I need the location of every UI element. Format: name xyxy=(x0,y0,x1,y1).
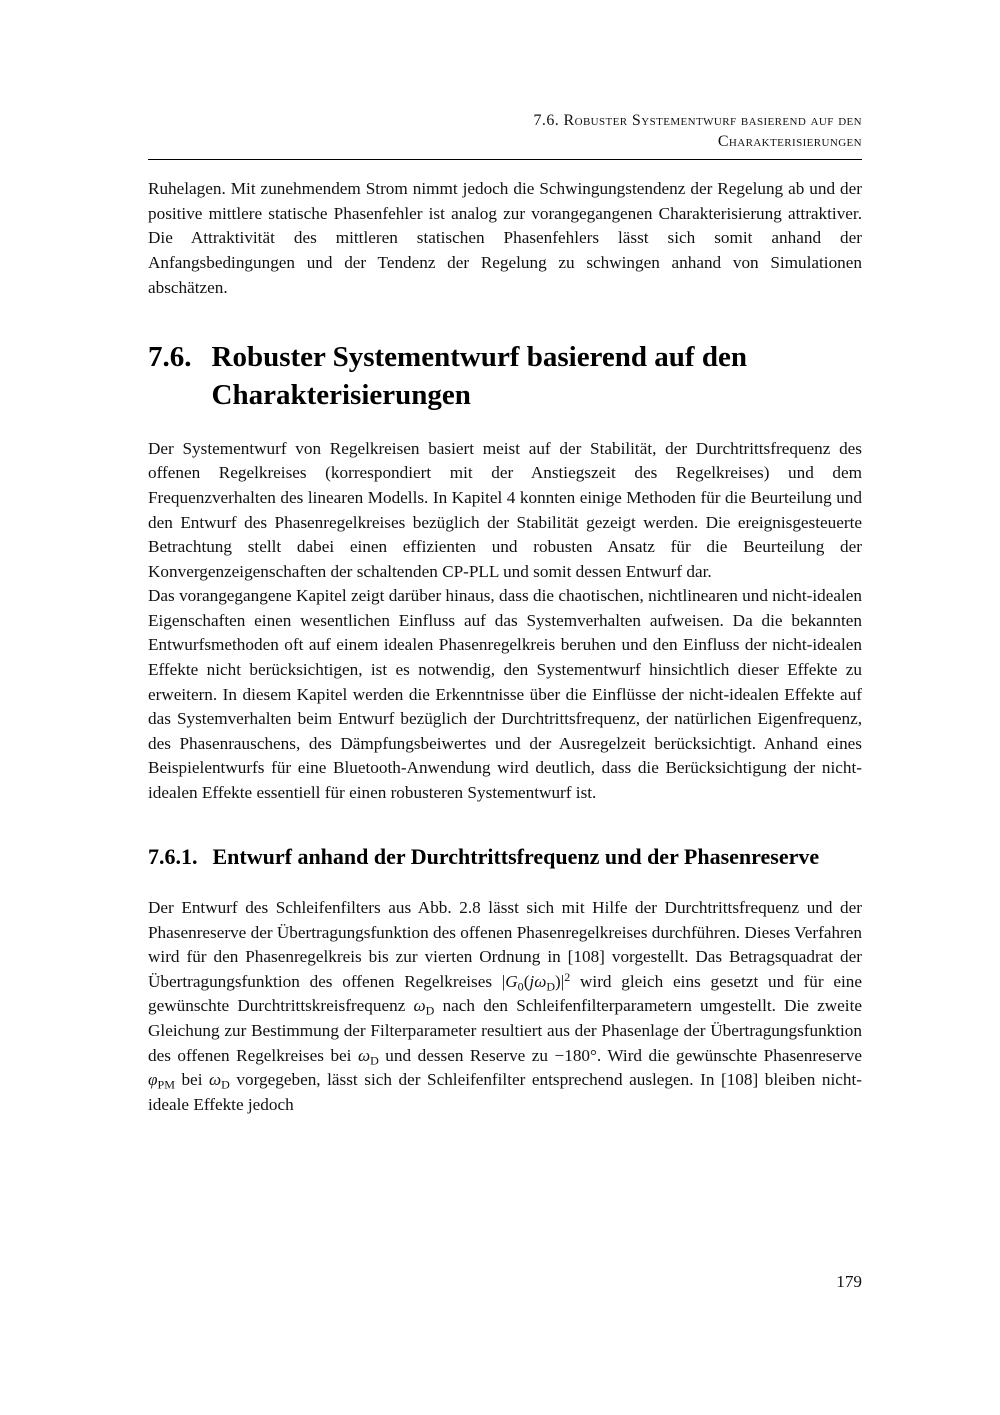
text-segment: vorgegeben, lässt sich der Schleifenfilter entsprechend auslegen. In [108] bleiben nicht-ideale Effekte jedoch xyxy=(148,1070,863,1114)
running-head-line1: 7.6. Robuster Systementwurf basierend auf den xyxy=(533,112,862,129)
math-delimiter: | xyxy=(501,971,506,991)
subsection-number: 7.6.1. xyxy=(148,843,198,869)
section-paragraph-1: Der Systementwurf von Regelkreisen basiert meist auf der Stabilität, der Durchtrittsfrequenz des offenen Regelkreises (korrespondiert mit der Anstiegszeit des Regelkreises) und dem Frequenzverhalten des linearen Modells. In Kapitel 4 konnten einige Methoden für die Beurteilung und den Entwurf des Phasenregelkreises bezüglich der Stabilität gezeigt werden. Die ereignisgesteuerte Betrachtung stellt dabei einen effizienten und robusten Ansatz für die Beurteilung der Konvergenzeigenschaften der schaltenden CP-PLL und somit dessen Entwurf dar. xyxy=(148,438,862,581)
section-title: Robuster Systementwurf basierend auf den Charakterisierungen xyxy=(211,341,747,412)
text-segment: und dessen Reserve zu −180°. Wird die gewünschte Phasenreserve xyxy=(378,1045,862,1065)
math-symbol-omega: ω xyxy=(413,996,426,1016)
math-superscript-2: 2 xyxy=(564,969,571,984)
math-subscript-0: 0 xyxy=(517,979,524,994)
running-head xyxy=(148,0,862,152)
math-symbol-omega: ω xyxy=(357,1045,371,1065)
page-content xyxy=(148,0,862,1117)
subsection-title: Entwurf anhand der Durchtrittsfrequenz und der Phasenreserve xyxy=(212,843,820,869)
math-subscript-D: D xyxy=(546,979,556,994)
page-number: 179 xyxy=(836,1272,862,1291)
subsection-heading xyxy=(148,842,862,872)
text-segment: bei xyxy=(174,1070,210,1090)
text-segment: Der Entwurf des Schleifenfilters aus Abb. 2.8 lässt sich mit Hilfe der Durchtrittsfrequenz und der Phasenreserve der Übertragungsfunktion des offenen Phasenregelkreises durchführen. Dieses Verfahren wird für den Phasenregelkreis bis zur vierten Ordnung in [108] vorgestellt. Das Betragsquadrat der Übertragungsfunktion des offenen Regelkreises xyxy=(148,897,862,991)
section-heading xyxy=(148,338,862,415)
text-segment: wird gleich eins gesetzt und für eine gewünschte Durchtrittskreisfrequenz xyxy=(148,971,862,1016)
intro-paragraph: Ruhelagen. Mit zunehmendem Strom nimmt jedoch die Schwingungstendenz der Regelung ab und der positive mittlere statische Phasenfehler ist analog zur vorangegangenen Charakterisierung attraktiver. Die Attraktivität des mittleren statischen Phasenfehlers lässt sich somit anhand der Anfangsbedingungen und der Tendenz der Regelung zu schwingen anhand von Simulationen abschätzen. xyxy=(148,179,862,297)
math-paren: ( xyxy=(523,971,530,991)
math-symbol-omega: ω xyxy=(209,1070,222,1090)
math-delimiter: )| xyxy=(555,971,565,991)
math-symbol-jomega: jω xyxy=(529,971,547,991)
math-subscript-PM: PM xyxy=(157,1077,175,1092)
running-head-line2: Charakterisierungen xyxy=(717,133,862,151)
math-symbol-phi: φ xyxy=(148,1070,158,1090)
section-number: 7.6. xyxy=(148,341,192,374)
math-subscript-D: D xyxy=(370,1052,379,1067)
math-subscript-D: D xyxy=(425,1003,435,1018)
text-segment: nach den Schleifenfilterparametern umgestellt. Die zweite Gleichung zur Bestimmung der Filterparameter resultiert aus der Phasenlage der Übertragungsfunktion des offenen Regelkreises bei xyxy=(148,996,862,1065)
math-subscript-D: D xyxy=(221,1077,230,1092)
header-rule xyxy=(148,159,862,160)
subsection-paragraph xyxy=(148,896,862,1117)
section-paragraph-2: Das vorangegangene Kapitel zeigt darüber hinaus, dass die chaotischen, nichtlinearen und nicht-idealen Eigenschaften einen wesentlichen Einfluss auf das Systemverhalten aufweisen. Da die bekannten Entwurfsmethoden oft auf einem idealen Phasenregelkreis beruhen und den Einfluss der nicht-idealen Effekte nicht berücksichtigen, ist es notwendig, den Systementwurf hinsichtlich dieser Effekte zu erweitern. In diesem Kapitel werden die Erkenntnisse über die Einflüsse der nicht-idealen Effekte auf das Systemverhalten beim Entwurf bezüglich der Durchtrittsfrequenz, der natürlichen Eigenfrequenz, des Phasenrauschens, des Dämpfungsbeiwertes und der Ausregelzeit berücksichtigt. Anhand eines Beispielentwurfs für eine Bluetooth-Anwendung wird deutlich, dass die Berücksichtigung der nicht-idealen Effekte essentiell für einen robusteren Systementwurf ist. xyxy=(148,586,862,803)
math-symbol-G: G xyxy=(505,971,518,991)
